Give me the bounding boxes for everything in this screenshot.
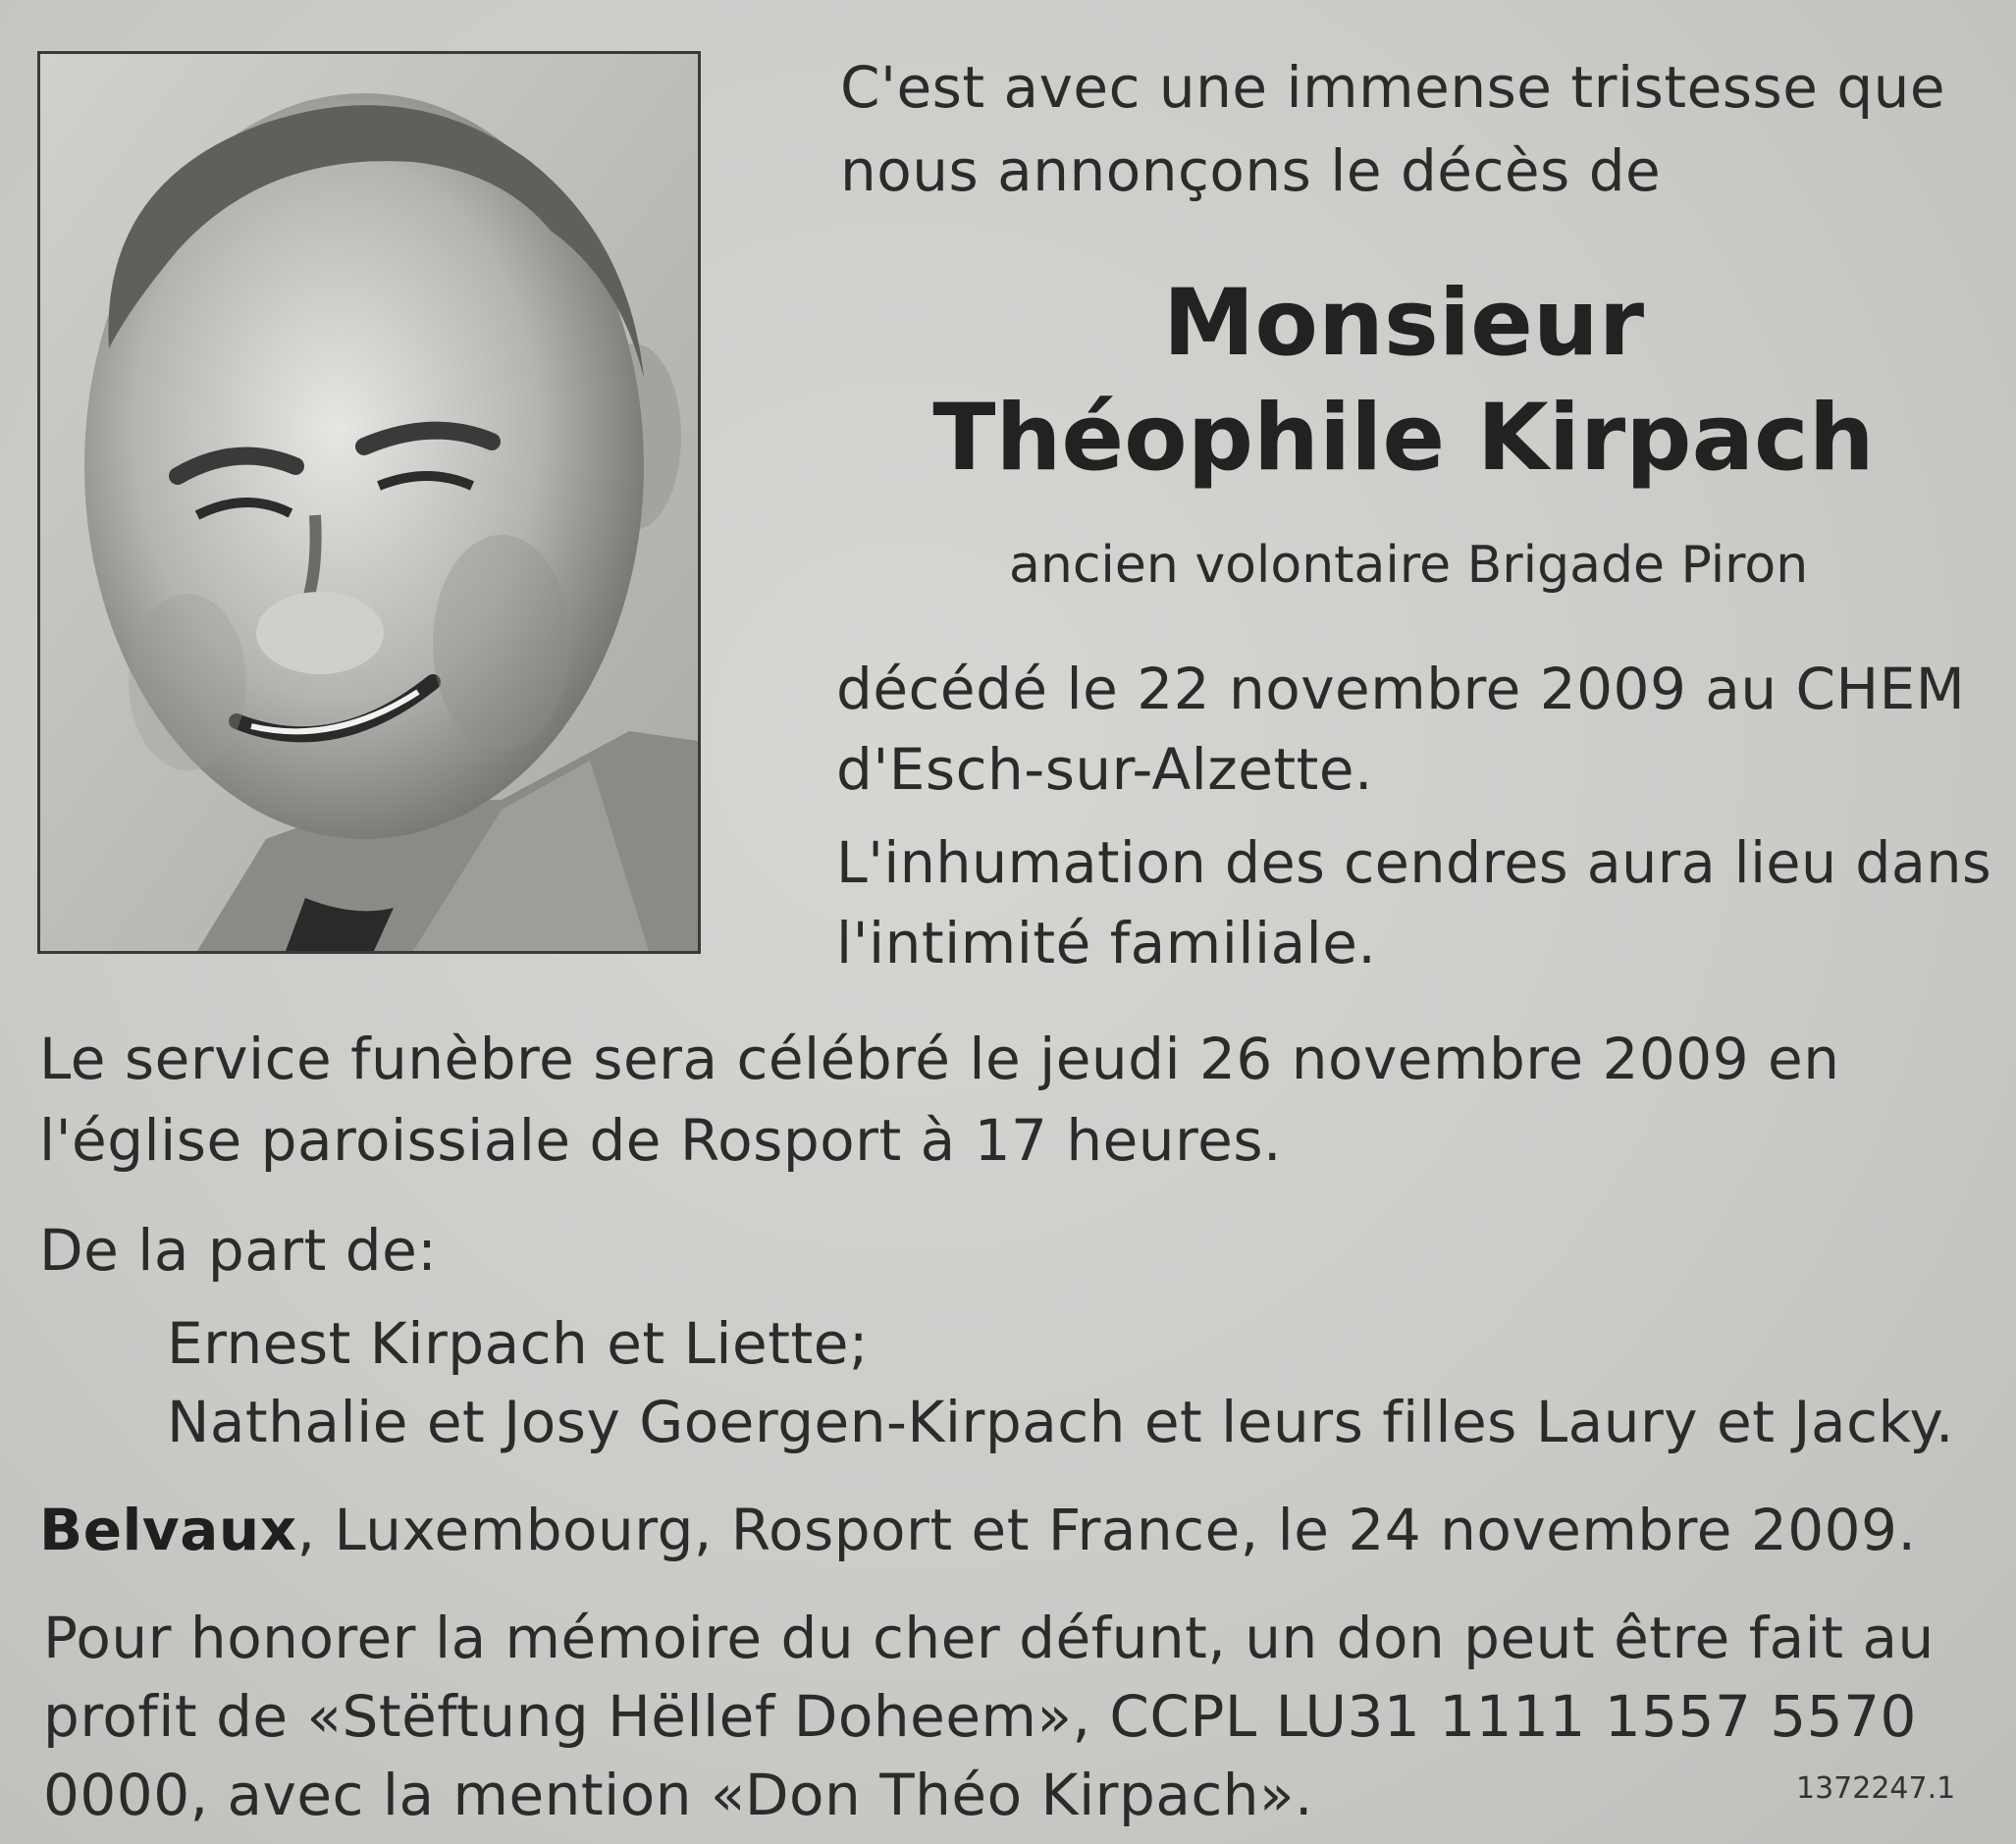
burial-line-2: l'intimité familiale. bbox=[836, 910, 1377, 976]
place-bold: Belvaux bbox=[39, 1497, 297, 1563]
donation-line-1: Pour honorer la mémoire du cher défunt, un don peut être fait au bbox=[43, 1605, 1935, 1671]
from-heading: De la part de: bbox=[39, 1217, 438, 1284]
service-line-1: Le service funèbre sera célébré le jeudi 26 novembre 2009 en bbox=[39, 1026, 1840, 1092]
death-date-line-2: d'Esch-sur-Alzette. bbox=[836, 736, 1373, 803]
service-line-2: l'église paroissiale de Rosport à 17 heures. bbox=[39, 1107, 1282, 1174]
intro-line-2: nous annonçons le décès de bbox=[840, 137, 1662, 204]
family-line-1: Ernest Kirpach et Liette; bbox=[167, 1310, 869, 1377]
family-line-2: Nathalie et Josy Goergen-Kirpach et leurs filles Laury et Jacky. bbox=[167, 1389, 1954, 1455]
place-rest: , Luxembourg, Rosport et France, le 24 novembre 2009. bbox=[296, 1497, 1917, 1563]
death-date-line-1: décédé le 22 novembre 2009 au CHEM bbox=[836, 656, 1966, 722]
portrait-photo bbox=[37, 51, 701, 954]
deceased-title: Monsieur bbox=[1162, 270, 1645, 377]
burial-line-1: L'inhumation des cendres aura lieu dans bbox=[836, 829, 1992, 896]
intro-line-1: C'est avec une immense tristesse que bbox=[840, 54, 1946, 121]
deceased-subtitle: ancien volontaire Brigade Piron bbox=[1009, 536, 1809, 595]
place-date-line bbox=[39, 1497, 1917, 1563]
deceased-name: Théophile Kirpach bbox=[932, 385, 1875, 492]
portrait-photo-icon bbox=[40, 54, 698, 951]
reference-number: 1372247.1 bbox=[1796, 1771, 1956, 1806]
donation-line-2: profit de «Stëftung Hëllef Doheem», CCPL LU31 1111 1557 5570 bbox=[43, 1683, 1917, 1750]
donation-line-3: 0000, avec la mention «Don Théo Kirpach». bbox=[43, 1762, 1313, 1828]
